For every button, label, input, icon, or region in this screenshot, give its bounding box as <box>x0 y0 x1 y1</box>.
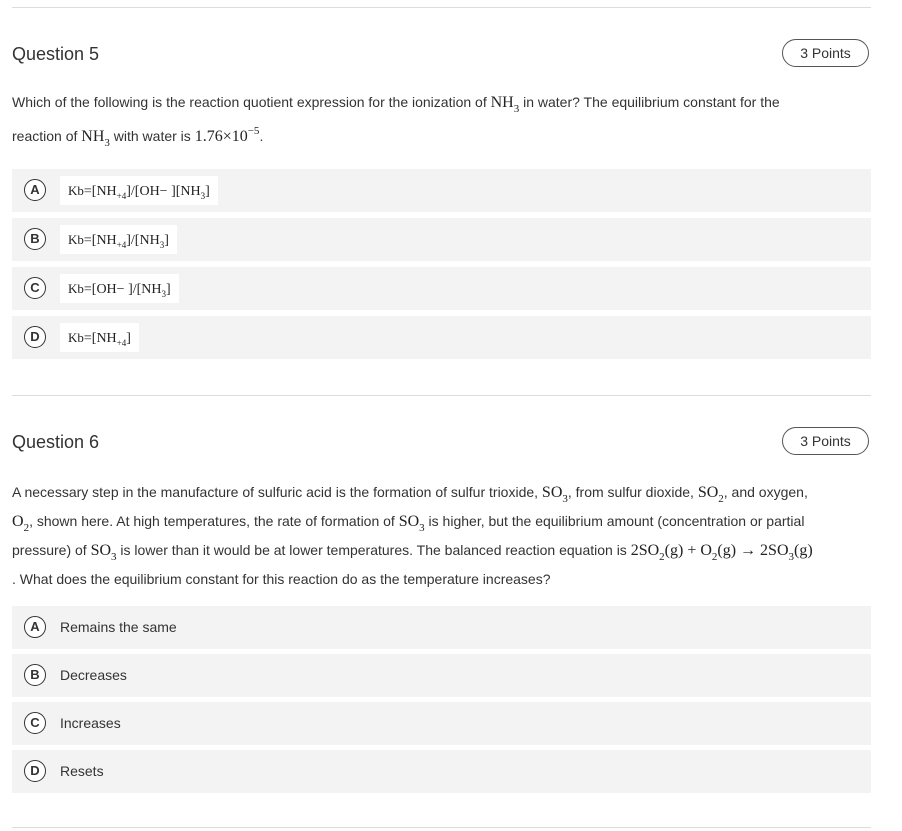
option-letter-badge: B <box>24 228 46 250</box>
option-label: Resets <box>60 763 104 779</box>
formula-part: =[NH <box>83 184 117 199</box>
q6-formula-main: SO <box>541 484 563 501</box>
q6-formula-sub: 2 <box>718 493 724 505</box>
q6-formula-sub: 3 <box>562 493 568 505</box>
option-letter-badge: C <box>24 277 46 299</box>
q6-formula-main: SO <box>697 484 719 501</box>
bottom-divider <box>12 827 871 828</box>
q6-formula-sub: 3 <box>111 551 117 563</box>
formula-part: =[NH <box>83 331 117 346</box>
eq-sub: 2 <box>711 551 718 563</box>
q6-formula <box>12 513 30 534</box>
q5-text-segment: with water is <box>109 128 195 144</box>
q6-text-segment: is higher, but the equilibrium amount (concentration or partial <box>424 513 805 529</box>
q5-text-segment: in water? The equilibrium constant for the <box>519 94 780 110</box>
question-5-option-b[interactable] <box>12 218 871 261</box>
formula-part: ] <box>166 282 171 297</box>
top-divider <box>12 7 871 8</box>
option-formula <box>60 225 177 254</box>
option-label: Decreases <box>60 667 127 683</box>
question-6-option-d[interactable] <box>12 750 871 793</box>
q5-formula-nh3 <box>81 128 110 149</box>
eq-sub: 2 <box>659 551 665 563</box>
question-5-option-d[interactable] <box>12 316 871 359</box>
q6-formula-main: SO <box>398 513 420 530</box>
q5-text-segment: reaction of <box>12 128 82 144</box>
q6-text-segment: , shown here. At high temperatures, the rate of formation of <box>29 513 399 529</box>
q6-formula <box>90 542 117 563</box>
q6-text-segment: pressure) of <box>12 542 91 558</box>
formula-sub: 3 <box>159 240 165 250</box>
formula-part: ]/[NH <box>126 233 160 248</box>
q5-text-segment: Which of the following is the reaction quotient expression for the ionization of <box>12 94 491 110</box>
question-5-option-a[interactable] <box>12 169 871 212</box>
option-letter-badge: A <box>24 616 46 638</box>
q5-formula-main: NH <box>81 128 105 145</box>
formula-part: ] <box>205 184 210 199</box>
q6-formula <box>697 484 724 505</box>
option-letter-badge: C <box>24 712 46 734</box>
question-5-option-c[interactable] <box>12 267 871 310</box>
eq-part: (g) + O <box>664 542 712 559</box>
formula-part: ] <box>126 331 131 346</box>
formula-kb: Kb <box>68 183 84 198</box>
formula-part: ] <box>164 233 169 248</box>
q6-text-segment: . What does the equilibrium constant for this reaction do as the temperature increases? <box>12 571 551 587</box>
q5-formula-sub: 3 <box>513 103 520 115</box>
option-letter-badge: D <box>24 326 46 348</box>
option-letter-badge: B <box>24 664 46 686</box>
option-label: Remains the same <box>60 619 177 635</box>
option-formula <box>60 274 179 303</box>
formula-kb: Kb <box>68 281 84 296</box>
q6-formula-sub: 3 <box>419 522 425 534</box>
question-5-points-badge: 3 Points <box>782 39 869 67</box>
q6-text-segment: A necessary step in the manufacture of sulfuric acid is the formation of sulfur trioxide, <box>12 484 542 500</box>
q5-value-main: 1.76×10 <box>194 128 248 145</box>
question-6-title: Question 6 <box>12 432 100 452</box>
q6-formula-main: O <box>12 513 24 530</box>
q5-formula-main: NH <box>490 94 514 111</box>
formula-sub: 3 <box>200 191 206 201</box>
question-6-points-badge: 3 Points <box>782 427 869 455</box>
eq-part: 2SO <box>630 542 660 559</box>
formula-sub: +4 <box>116 240 127 250</box>
q6-formula-main: SO <box>90 542 112 559</box>
q6-text-segment: , from sulfur dioxide, <box>567 484 698 500</box>
q5-formula-nh3 <box>490 94 520 115</box>
formula-kb: Kb <box>68 330 84 345</box>
q6-formula <box>398 513 425 534</box>
question-5-title: Question 5 <box>12 44 100 64</box>
question-6-option-b[interactable] <box>12 654 871 697</box>
q6-text-segment: is lower than it would be at lower temperatures. The balanced reaction equation is <box>116 542 631 558</box>
option-letter-badge: A <box>24 179 46 201</box>
option-letter-badge: D <box>24 760 46 782</box>
q5-text-segment: . <box>259 128 264 144</box>
formula-part: =[NH <box>83 233 117 248</box>
q6-formula-sub: 2 <box>23 522 30 534</box>
question-6-option-c[interactable] <box>12 702 871 745</box>
q5-value-exponent: −5 <box>247 125 260 137</box>
option-label: Increases <box>60 715 121 731</box>
formula-kb: Kb <box>68 232 84 247</box>
formula-part: ]/[OH− ][NH <box>126 184 201 199</box>
eq-part: (g) → 2SO <box>717 542 789 559</box>
question-6-option-a[interactable] <box>12 606 871 649</box>
q6-formula <box>541 484 568 505</box>
q6-reaction-equation <box>630 542 813 563</box>
section-divider <box>12 395 871 396</box>
formula-sub: +4 <box>116 338 127 348</box>
q5-formula-sub: 3 <box>104 137 110 149</box>
eq-sub: 3 <box>788 551 794 563</box>
q5-equilibrium-value <box>194 125 260 145</box>
option-formula <box>60 176 218 205</box>
formula-sub: +4 <box>116 191 127 201</box>
eq-part: (g) <box>794 542 813 559</box>
formula-sub: 3 <box>161 289 166 299</box>
q6-text-segment: , and oxygen, <box>723 484 808 500</box>
formula-part: =[OH− ]/[NH <box>83 282 162 297</box>
option-formula <box>60 323 139 352</box>
